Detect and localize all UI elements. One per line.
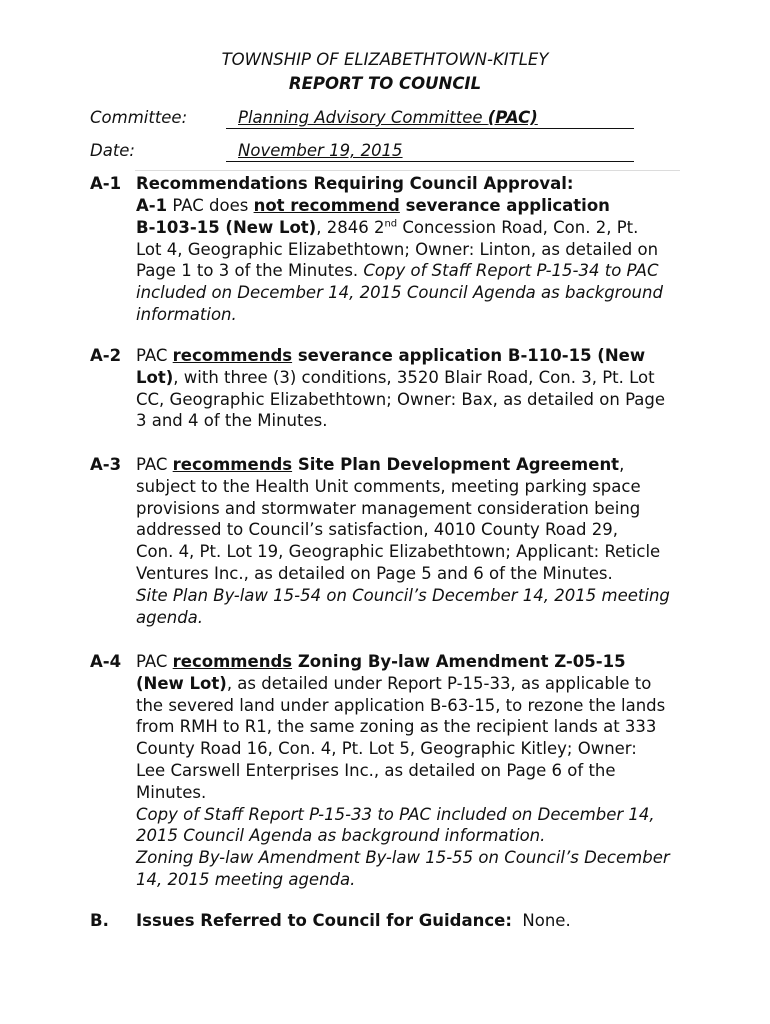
report-title: REPORT TO COUNCIL — [288, 74, 482, 93]
text-span: Site Plan Development Agreement — [292, 455, 620, 474]
text-span: Page 1 to 3 of the Minutes. — [136, 261, 364, 281]
recommends-emphasis: recommends — [172, 346, 293, 365]
text-line: 14, 2015 meeting agenda. — [136, 869, 356, 889]
text-line: Minutes. — [136, 782, 207, 802]
text-span: PAC — [136, 455, 173, 474]
text-span: PAC — [136, 346, 173, 365]
text-line: 2015 Council Agenda as background information. — [136, 826, 546, 846]
section-b-value: None. — [511, 911, 571, 930]
section-a3-body — [136, 454, 726, 628]
not-recommend-emphasis: not recommend — [253, 196, 400, 215]
text-span: severance application — [399, 196, 610, 215]
text-line: Lot 4, Geographic Elizabethtown; Owner: Linton, as detailed on — [136, 239, 659, 259]
text-span: PAC — [136, 652, 173, 671]
township-name: TOWNSHIP OF ELIZABETHTOWN-KITLEY — [221, 50, 549, 69]
text-span: Concession Road, Con. 2, Pt. — [397, 217, 639, 237]
date-label: Date: — [90, 141, 135, 160]
text-line: information. — [136, 304, 237, 324]
text-span: , as detailed under Report P-15-33, as applicable to — [226, 673, 652, 693]
section-a3-number: A-3 — [90, 455, 122, 474]
text-line: provisions and stormwater management consideration being — [136, 498, 641, 518]
application-id: B-103-15 (New Lot) — [136, 217, 317, 237]
section-a4-body — [136, 651, 726, 891]
section-a2-number: A-2 — [90, 346, 122, 365]
recommends-emphasis: recommends — [172, 455, 293, 474]
text-line: Site Plan By-law 15-54 on Council’s December 14, 2015 meeting — [136, 585, 670, 605]
section-a4-number: A-4 — [90, 652, 122, 671]
text-line: CC, Geographic Elizabethtown; Owner: Bax, as detailed on Page — [136, 389, 666, 409]
text-line: from RMH to R1, the same zoning as the recipient lands at 333 — [136, 717, 657, 737]
committee-value-field — [226, 106, 634, 129]
text-line: agenda. — [136, 607, 204, 627]
section-a1-number: A-1 — [90, 174, 122, 193]
text-line: subject to the Health Unit comments, meeting parking space — [136, 476, 641, 496]
text-span: , — [619, 455, 625, 474]
text-line: Con. 4, Pt. Lot 19, Geographic Elizabethtown; Applicant: Reticle — [136, 542, 661, 562]
text-line: Copy of Staff Report P-15-33 to PAC included on December 14, — [136, 804, 655, 824]
text-span: PAC does — [167, 196, 254, 215]
section-a1-body — [136, 195, 726, 326]
text-span: , 2846 2 — [316, 217, 385, 237]
text-line: 3 and 4 of the Minutes. — [136, 411, 328, 431]
text-span: Zoning By-law Amendment Z-05-15 — [292, 652, 626, 671]
text-line: Ventures Inc., as detailed on Page 5 and 6 of the Minutes. — [136, 563, 613, 583]
text-line: Lee Carswell Enterprises Inc., as detailed on Page 6 of the — [136, 760, 616, 780]
text-span: Copy of Staff Report P-15-34 to PAC — [363, 261, 659, 281]
section-a1-title: Recommendations Requiring Council Approval: — [136, 174, 574, 193]
superscript: nd — [384, 218, 398, 230]
text-span: (New Lot) — [136, 673, 227, 693]
text-line: the severed land under application B-63-15, to rezone the lands — [136, 695, 666, 715]
divider — [135, 170, 680, 171]
text-line: included on December 14, 2015 Council Agenda as background — [136, 283, 663, 303]
section-b-title: Issues Referred to Council for Guidance: — [136, 911, 512, 930]
section-a2-body — [136, 345, 726, 432]
text-span: Lot) — [136, 367, 174, 387]
date-value: November 19, 2015 — [238, 141, 403, 160]
subitem-number: A-1 — [136, 196, 168, 215]
text-line: County Road 16, Con. 4, Pt. Lot 5, Geographic Kitley; Owner: — [136, 739, 637, 759]
text-line: addressed to Council’s satisfaction, 4010 County Road 29, — [136, 520, 618, 540]
text-span: severance application B-110-15 (New — [292, 346, 646, 365]
section-b-body — [136, 910, 726, 932]
committee-value: Planning Advisory Committee — [238, 108, 488, 127]
section-b-number: B. — [90, 911, 109, 930]
committee-abbrev: (PAC) — [487, 108, 538, 127]
date-value-field — [226, 139, 634, 162]
recommends-emphasis: recommends — [172, 652, 293, 671]
text-line: Zoning By-law Amendment By-law 15-55 on Council’s December — [136, 848, 670, 868]
document-header — [0, 48, 770, 96]
committee-label: Committee: — [90, 108, 188, 127]
text-span: , with three (3) conditions, 3520 Blair Road, Con. 3, Pt. Lot — [173, 367, 655, 387]
